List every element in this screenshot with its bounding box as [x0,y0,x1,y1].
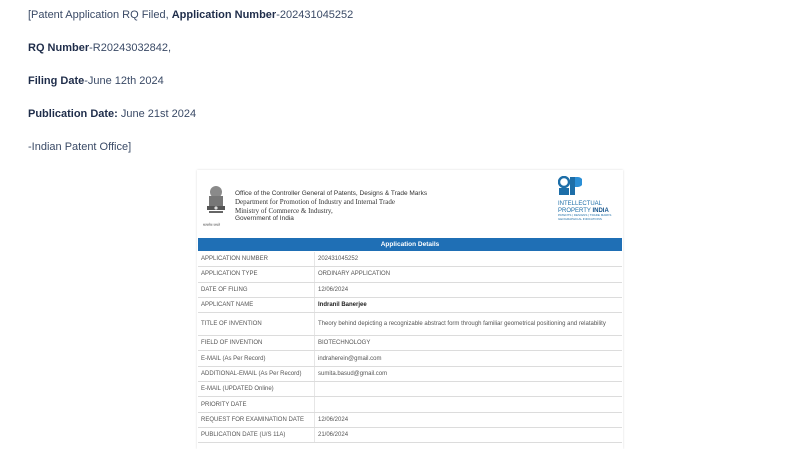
intro-publication-date: Publication Date: June 21st 2024 [28,108,197,120]
table-row [198,397,622,412]
table-row [198,313,622,336]
office-title: Office of the Controller General of Patents, Designs & Trade Marks Department for Promotion of Industry and Internal Trade Ministry of Commerce & Industry, Government of India [235,190,428,223]
ipi-sub1: PATENTS | DESIGNS | TRADE MARKS [558,213,612,217]
row-key: APPLICATION NUMBER [198,252,315,267]
ipi-line2: PROPERTY INDIA [558,207,609,214]
emblem-caption: सत्यमेव जयते [203,223,221,227]
row-value: Theory behind depicting a recognizable abstract form through familiar geometrical positioning and relatability [315,313,623,336]
table-row [198,252,622,267]
row-value: ORDINARY APPLICATION [315,267,623,282]
table-row [198,267,622,282]
row-key: E-MAIL (As Per Record) [198,351,315,366]
details-table [198,252,622,443]
row-key: PRIORITY DATE [198,397,315,412]
table-row [198,382,622,397]
intro-filing-date: Filing Date-June 12th 2024 [28,75,164,87]
row-key: APPLICANT NAME [198,297,315,312]
row-value: 12/06/2024 [315,412,623,427]
intro-office: -Indian Patent Office] [28,141,132,153]
row-key: FIELD OF INVENTION [198,336,315,351]
row-value: 202431045252 [315,252,623,267]
table-row [198,282,622,297]
section-title: Application Details [198,238,622,251]
table-row [198,336,622,351]
intro-rq-number: RQ Number-R20243032842, [28,42,172,54]
row-value: 12/06/2024 [315,282,623,297]
ip-india-logo [558,176,620,228]
row-value: 21/06/2024 [315,427,623,442]
row-key: REQUEST FOR EXAMINATION DATE [198,412,315,427]
application-details-card [197,170,623,449]
table-row [198,351,622,366]
intro-application-number: [Patent Application RQ Filed, Application Number-202431045252 [28,9,354,21]
row-value [315,397,623,412]
row-value [315,382,623,397]
table-row [198,412,622,427]
row-key: E-MAIL (UPDATED Online) [198,382,315,397]
cropped-heading-top [28,0,448,2]
national-emblem-icon [205,184,227,224]
card-header [197,170,623,236]
row-value: BIOTECHNOLOGY [315,336,623,351]
table-row [198,427,622,442]
ip-india-mark-icon [558,176,582,196]
table-row [198,366,622,381]
row-key: DATE OF FILING [198,282,315,297]
ipi-sub2: GEOGRAPHICAL INDICATIONS [558,216,602,221]
ipi-line1: INTELLECTUAL [558,201,603,207]
row-key: ADDITIONAL-EMAIL (As Per Record) [198,366,315,381]
row-key: PUBLICATION DATE (U/S 11A) [198,427,315,442]
row-value: sumita.basud@gmail.com [315,366,623,381]
row-value: indraherein@gmail.com [315,351,623,366]
row-value: Indranil Banerjee [315,297,623,312]
row-key: APPLICATION TYPE [198,267,315,282]
row-key: TITLE OF INVENTION [198,313,315,336]
table-row [198,297,622,312]
